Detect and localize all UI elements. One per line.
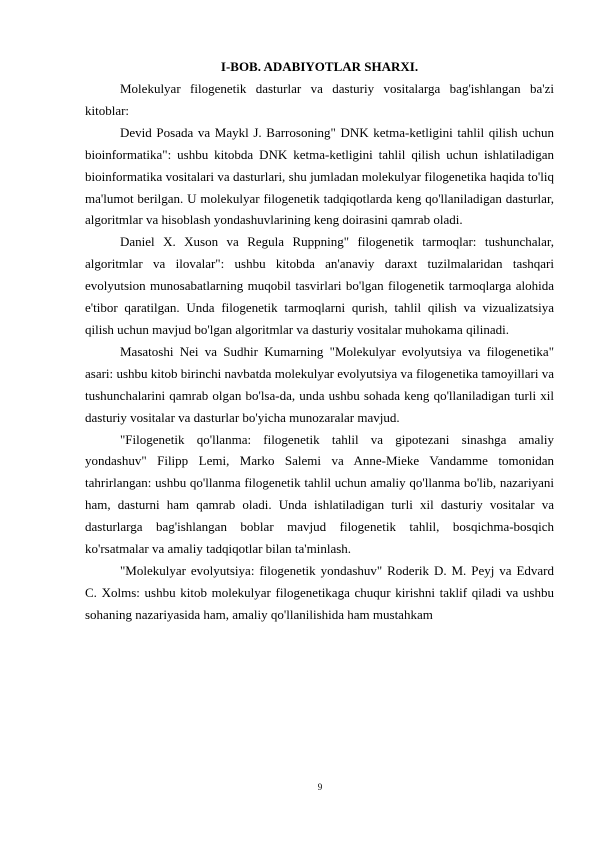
paragraph-nei-kumar: Masatoshi Nei va Sudhir Kumarning "Molekulyar evolyutsiya va filogenetika" asari: ushbu kitob birinchi navbatda molekulyar evolyutsiya va filogenetika tamoyillari va tushunchalarini qamrab olgan bo'lsa-da, unda ushbu sohada keng qo'llaniladigan turli xil dasturiy vositalar va dasturlar bo'yicha munozaralar mavjud.: [85, 343, 554, 425]
body-text: [85, 78, 554, 626]
page-number: 9: [317, 782, 323, 792]
paragraph-intro: Molekulyar filogenetik dasturlar va dasturiy vositalarga bag'ishlangan ba'zi kitoblar:: [85, 81, 554, 118]
paragraph-posada-barroso: Devid Posada va Maykl J. Barrosoning" DNK ketma-ketligini tahlil qilish uchun bioinformatika": ushbu kitobda DNK ketma-ketligini tahlil qilish uchun ishlatiladigan bioinformatika vositalari va dasturlari, shu jumladan molekulyar filogenetika haqida to'liq ma'lumot berilgan. U molekulyar filogenetik tadqiqotlarda keng qo'llaniladigan dasturlar, algoritmlar va hisoblash yondashuvlarining keng doirasini qamrab oladi.: [85, 124, 554, 228]
chapter-heading: I-BOB. ADABIYOTLAR SHARXI.: [220, 59, 419, 74]
paragraph-page-holmes: "Molekulyar evolyutsiya: filogenetik yondashuv" Roderik D. M. Peyj va Edvard C. Xolms: ushbu kitob molekulyar filogenetikaga chuqur kirishni taklif qiladi va ushbu sohaning nazariyasida ham, amaliy qo'llanilishida ham mustahkam: [85, 562, 554, 622]
paragraph-huson-rupp: Daniel X. Xuson va Regula Ruppning" filogenetik tarmoqlar: tushunchalar, algoritmlar va ilovalar": ushbu kitobda an'anaviy daraxt tuzilmalaridan tashqari evolyutsion munosabatlarning muqobil tasvirlari bo'lgan filogenetik tarmoqlarga alohida e'tibor qaratilgan. Unda filogenetik tarmoqlarni qurish, tahlil qilish va vizualizatsiya qilish uchun mavjud bo'lgan algoritmlar va dasturiy vositalar muhokama qilinadi.: [85, 234, 554, 337]
paragraph-phylogenetic-handbook: "Filogenetik qo'llanma: filogenetik tahlil va gipotezani sinashga amaliy yondashuv" Filipp Lemi, Marko Salemi va Anne-Mieke Vandamme tomonidan tahrirlangan: ushbu qo'llanma filogenetik tahlil uchun amaliy qo'llanma bo'lib, nazariyani ham, dasturni ham qamrab oladi. Unda ishlatiladigan turli xil dasturiy vositalar va dasturlarga bag'ishlangan boblar mavjud filogenetik tahlil, bosqichma-bosqich ko'rsatmalar va amaliy tadqiqotlar bilan ta'minlash.: [85, 431, 554, 557]
